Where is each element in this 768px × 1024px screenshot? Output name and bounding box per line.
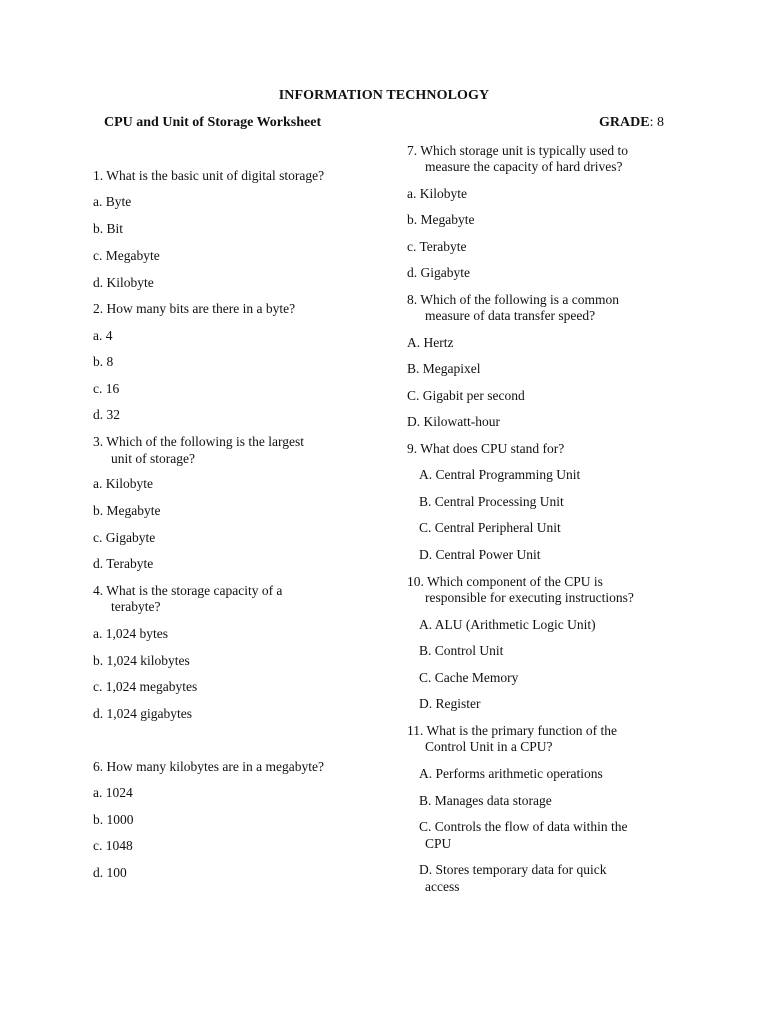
question-10-line1: 10. Which component of the CPU is [407, 574, 603, 589]
question-11-line2: Control Unit in a CPU? [425, 739, 553, 754]
q11-option-a: A. Performs arithmetic operations [419, 766, 603, 781]
q11-option-d-line1: D. Stores temporary data for quick [419, 862, 607, 877]
question-9: 9. What does CPU stand for? [407, 441, 565, 456]
q11-option-d-line2: access [425, 879, 460, 894]
q6-option-d: d. 100 [93, 865, 127, 880]
q11-option-c-line1: C. Controls the flow of data within the [419, 819, 628, 834]
q3-option-c: c. Gigabyte [93, 530, 156, 545]
q10-option-c: C. Cache Memory [419, 670, 519, 685]
question-11-line1: 11. What is the primary function of the [407, 723, 617, 738]
q11-option-b: B. Manages data storage [419, 793, 552, 808]
question-7-line1: 7. Which storage unit is typically used to [407, 143, 628, 158]
q10-option-d: D. Register [419, 696, 481, 711]
grade-value: : 8 [649, 115, 664, 130]
question-10-line2: responsible for executing instructions? [425, 590, 634, 605]
q2-option-b: b. 8 [93, 354, 114, 369]
question-8-line2: measure of data transfer speed? [425, 308, 596, 323]
q6-option-c: c. 1048 [93, 838, 133, 853]
question-4-line2: terabyte? [111, 599, 161, 614]
q11-option-c-line2: CPU [425, 836, 452, 851]
question-3-line2: unit of storage? [111, 451, 195, 466]
q8-option-b: B. Megapixel [407, 361, 481, 376]
q2-option-a: a. 4 [93, 328, 113, 343]
q6-option-a: a. 1024 [93, 785, 133, 800]
q10-option-a: A. ALU (Arithmetic Logic Unit) [419, 617, 596, 632]
question-3-line1: 3. Which of the following is the largest [93, 434, 304, 449]
q10-option-b: B. Control Unit [419, 643, 504, 658]
question-8-line1: 8. Which of the following is a common [407, 292, 619, 307]
q3-option-a: a. Kilobyte [93, 476, 153, 491]
q7-option-a: a. Kilobyte [407, 186, 467, 201]
question-7-line2: measure the capacity of hard drives? [425, 159, 623, 174]
q9-option-c: C. Central Peripheral Unit [419, 520, 561, 535]
q1-option-d: d. Kilobyte [93, 275, 154, 290]
question-2: 2. How many bits are there in a byte? [93, 301, 296, 316]
q9-option-d: D. Central Power Unit [419, 547, 541, 562]
grade-indicator [599, 115, 664, 131]
worksheet-subtitle: CPU and Unit of Storage Worksheet [104, 115, 322, 130]
q9-option-b: B. Central Processing Unit [419, 494, 564, 509]
q4-option-c: c. 1,024 megabytes [93, 679, 198, 694]
q8-option-d: D. Kilowatt-hour [407, 414, 500, 429]
q4-option-d: d. 1,024 gigabytes [93, 706, 192, 721]
q1-option-b: b. Bit [93, 221, 124, 236]
q7-option-b: b. Megabyte [407, 212, 475, 227]
question-1: 1. What is the basic unit of digital storage? [93, 168, 325, 183]
q2-option-c: c. 16 [93, 381, 120, 396]
q8-option-c: C. Gigabit per second [407, 388, 525, 403]
q9-option-a: A. Central Programming Unit [419, 467, 581, 482]
page-title: INFORMATION TECHNOLOGY [278, 88, 490, 103]
question-6: 6. How many kilobytes are in a megabyte? [93, 759, 324, 774]
q7-option-c: c. Terabyte [407, 239, 467, 254]
question-4-line1: 4. What is the storage capacity of a [93, 583, 283, 598]
q8-option-a: A. Hertz [407, 335, 454, 350]
q1-option-c: c. Megabyte [93, 248, 160, 263]
q6-option-b: b. 1000 [93, 812, 134, 827]
q2-option-d: d. 32 [93, 407, 120, 422]
q1-option-a: a. Byte [93, 194, 132, 209]
q7-option-d: d. Gigabyte [407, 265, 470, 280]
q4-option-a: a. 1,024 bytes [93, 626, 168, 641]
grade-label: GRADE [599, 115, 650, 130]
q4-option-b: b. 1,024 kilobytes [93, 653, 190, 668]
q3-option-b: b. Megabyte [93, 503, 161, 518]
q3-option-d: d. Terabyte [93, 556, 154, 571]
